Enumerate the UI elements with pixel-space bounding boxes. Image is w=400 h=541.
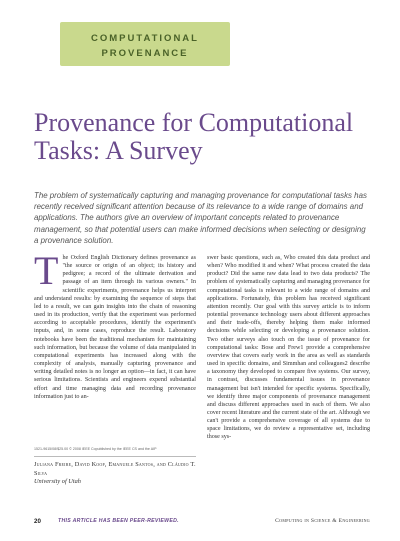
author-affiliation: University of Utah: [34, 478, 81, 485]
article-abstract: The problem of systematically capturing and managing provenance for computational tasks has recently received significant attention because of its relevance to a wide range of domains and applications. The authors give an overview of important concepts related to provenance management, so that potential users can make informed decisions when selecting or designing a provenance solution.: [34, 190, 367, 245]
body-text-right: swer basic questions, such as, Who created this data product and when? Who modified it and when? What process created the data product? Did the same raw data lead to two data products? The problem of systematically capturing and managing provenance for computational tasks is relevant to a wide range of domains and applications. Fortunately, this problem has received significant attention recently. Our goal with this survey article is to inform potential provenance technology users about different approaches and their trade-offs, thereby helping them make informed decisions while selecting or developing a provenance solution. Two other surveys also touch on the issue of provenance for computational tasks: Bose and Frew1 provide a comprehensive overview that covers early work in the area as well as standards used in specific domains, and Simmhan and colleagues2 describe a taxonomy they developed to compare five systems. Our survey, in contrast, discusses fundamental issues in provenance management but isn't intended for specific systems. Specifically, we identify three major components of provenance management and discuss different approaches used in each of them. We also cover recent literature and the current state of the art. Although we can't provide a comprehensive coverage of all systems due to space limitations, we do review a representative set, including those sys-: [207, 255, 370, 441]
article-title: Provenance for Computational Tasks: A Survey: [34, 108, 354, 166]
body-text-left: he Oxford English Dictionary defines provenance as "the source or origin of an object; its history and pedigree; a record of the ultimate derivation and passage of an item through its various owners." In scientific experiments, provenance helps us interpret and understand results: by examining the sequence of steps that led to a result, we can gain insights into the chain of reasoning used in its production, verify that the experiment was performed according to acceptable procedures, identify the experiment's inputs, and, in some cases, reproduce the result. Laboratory notebooks have been the traditional mechanism for maintaining such information, but because the volume of data manipulated in computational experiments has increased along with the complexity of analysis, manually capturing provenance and writing detailed notes is no longer an option—in fact, it can have serious limitations. Scientists and engineers expend substantial effort and time managing data and recording provenance information just to an-: [34, 255, 196, 400]
copyright-notice: 1521-9615/08/$25.00 © 2008 IEEE Copublished by the IEEE CS and the AIP: [34, 447, 157, 451]
author-list: Juliana Freire, David Koop, Emanuele Santos, and Cláudio T. Silva: [34, 461, 196, 477]
body-column-left: [34, 254, 196, 442]
peer-review-note: THIS ARTICLE HAS BEEN PEER-REVIEWED.: [58, 518, 179, 524]
section-banner: [60, 22, 230, 66]
magazine-name: Computing in Science & Engineering: [275, 518, 370, 524]
section-label-line1: COMPUTATIONAL: [91, 33, 199, 44]
page-number: 20: [34, 518, 41, 525]
body-column-right: [207, 254, 370, 520]
drop-cap: T: [34, 254, 59, 293]
page-footer: [0, 518, 400, 532]
author-divider: [34, 456, 196, 457]
section-label-line2: PROVENANCE: [101, 48, 189, 59]
